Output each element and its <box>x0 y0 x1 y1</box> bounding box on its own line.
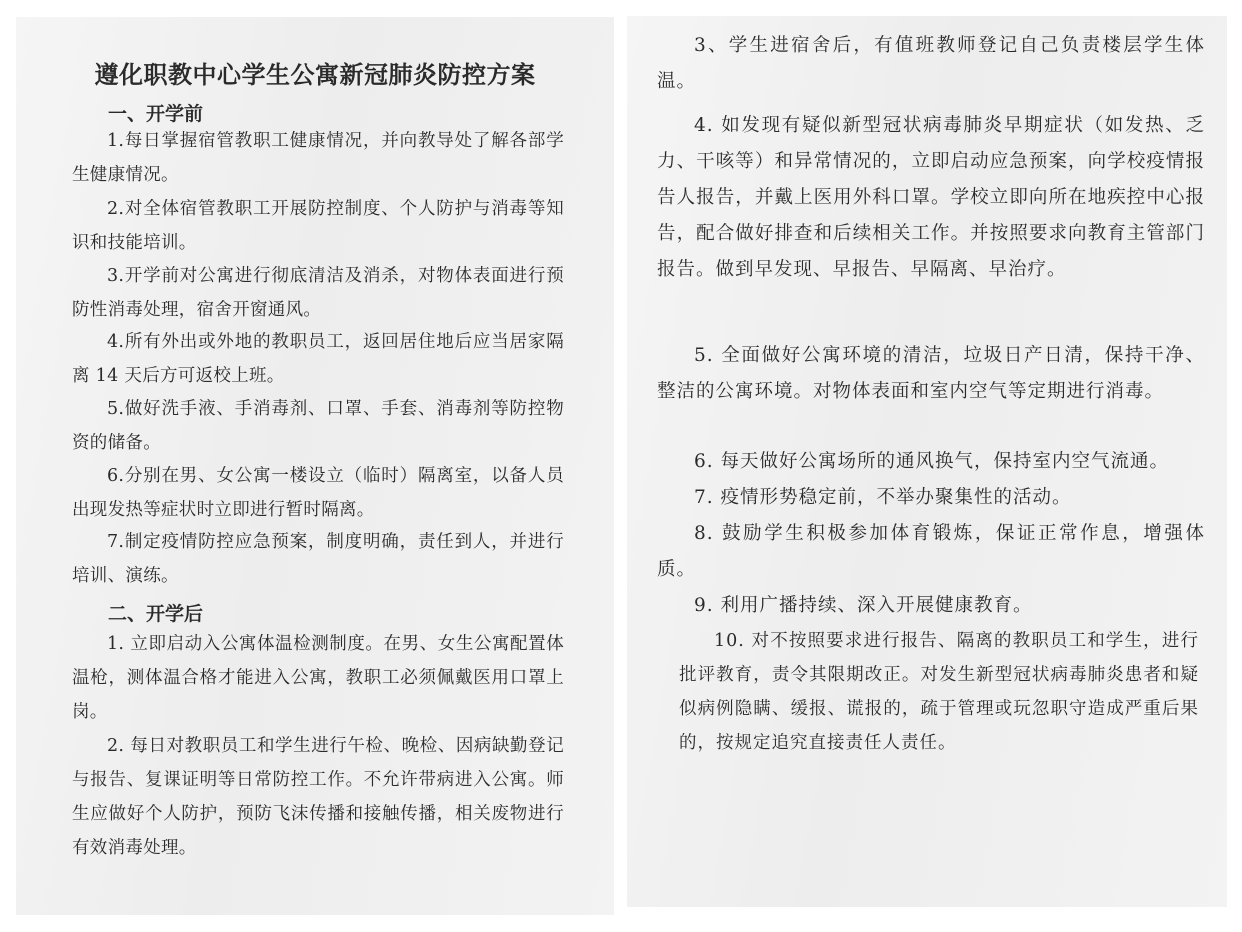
paragraph-item-1: 1.每日掌握宿管教职工健康情况，并向教导处了解各部学生健康情况。 <box>72 131 564 185</box>
document-title: 遵化职教中心学生公寓新冠肺炎防控方案 <box>94 60 536 89</box>
paragraph-after-item-1: 1. 立即启动入公寓体温检测制度。在男、女生公寓配置体温枪，测体温合格才能进入公寓，教职工必须佩戴医用口罩上岗。 <box>72 634 564 722</box>
paragraph-after-item-7: 7. 疫情形势稳定前，不举办聚集性的活动。 <box>694 487 1072 508</box>
paragraph-item-4: 4.所有外出或外地的教职员工，返回居住地后应当居家隔离 14 天后方可返校上班。 <box>72 332 564 386</box>
paragraph-item-5: 5.做好洗手液、手消毒剂、口罩、手套、消毒剂等防控物资的储备。 <box>72 399 564 453</box>
paragraph-after-item-4: 4. 如发现有疑似新型冠状病毒肺炎早期症状（如发热、乏力、干咳等）和异常情况的，立即启动应急预案，向学校疫情报告人报告，并戴上医用外科口罩。学校立即向所在地疾控中心报告，配合做好排查和后续相关工作。并按照要求向教育主管部门报告。做到早发现、早报告、早隔离、早治疗。 <box>657 115 1205 280</box>
section-heading-after-school: 二、开学后 <box>108 603 204 625</box>
paragraph-after-item-6: 6. 每天做好公寓场所的通风换气，保持室内空气流通。 <box>694 451 1170 472</box>
paragraph-after-item-3: 3、学生进宿舍后，有值班教师登记自己负责楼层学生体温。 <box>657 35 1205 92</box>
paragraph-after-item-8: 8. 鼓励学生积极参加体育锻炼，保证正常作息，增强体质。 <box>657 523 1205 580</box>
paragraph-after-item-5: 5. 全面做好公寓环境的清洁，垃圾日产日清，保持干净、整洁的公寓环境。对物体表面和室内空气等定期进行消毒。 <box>657 345 1205 402</box>
paragraph-item-6: 6.分别在男、女公寓一楼设立（临时）隔离室，以备人员出现发热等症状时立即进行暂时隔离。 <box>72 466 564 520</box>
section-heading-before-school: 一、开学前 <box>108 103 204 125</box>
paragraph-after-item-9: 9. 利用广播持续、深入开展健康教育。 <box>694 595 1033 616</box>
paragraph-item-2: 2.对全体宿管教职工开展防控制度、个人防护与消毒等知识和技能培训。 <box>72 199 564 253</box>
paragraph-after-item-10: 10. 对不按照要求进行报告、隔离的教职员工和学生，进行批评教育，责令其限期改正。对发生新型冠状病毒肺炎患者和疑似病例隐瞒、缓报、谎报的，疏于管理或玩忽职守造成严重后果的，按规定追究直接责任人责任。 <box>679 631 1199 753</box>
document-page-left <box>16 17 614 915</box>
paragraph-item-3: 3.开学前对公寓进行彻底清洁及消杀，对物体表面进行预防性消毒处理，宿舍开窗通风。 <box>72 266 564 320</box>
document-page-right <box>627 16 1227 907</box>
paragraph-item-7: 7.制定疫情防控应急预案，制度明确，责任到人，并进行培训、演练。 <box>72 532 564 586</box>
paragraph-after-item-2: 2. 每日对教职员工和学生进行午检、晚检、因病缺勤登记与报告、复课证明等日常防控工作。不允许带病进入公寓。师生应做好个人防护，预防飞沫传播和接触传播，相关废物进行有效消毒处理。 <box>72 736 564 858</box>
